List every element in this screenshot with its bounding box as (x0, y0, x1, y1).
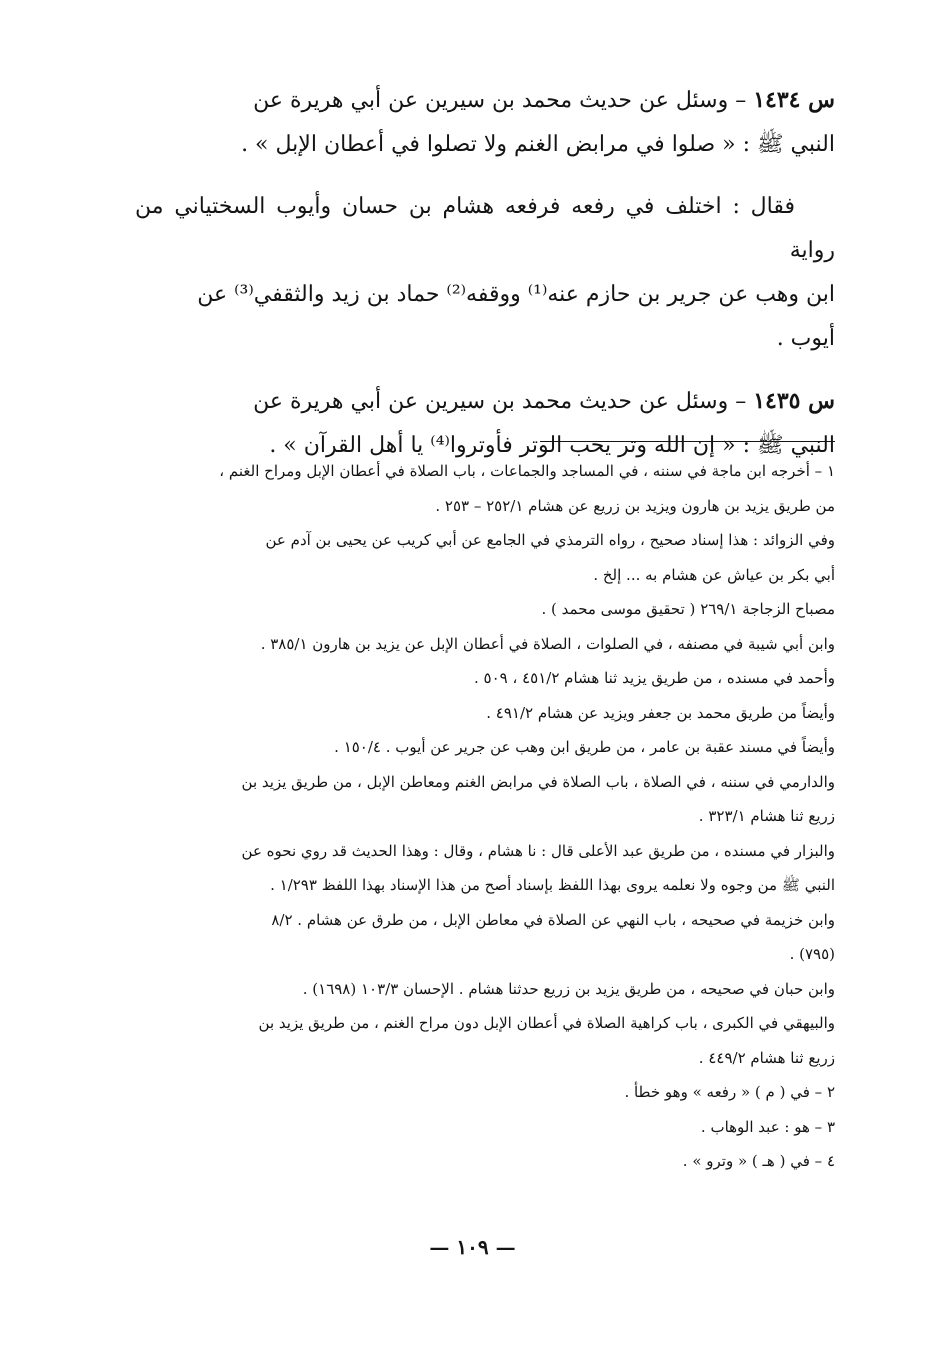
footnote-1-line: وأيضاً في مسند عقبة بن عامر ، من طريق ابن وهب عن جرير عن أيوب . ١٥٠/٤ . (334, 738, 835, 756)
question-1435-text: – وسئل عن حديث محمد بن سيرين عن أبي هريرة عن (253, 389, 747, 414)
page-number: — ١٠٩ — (429, 1235, 516, 1259)
footnote-4: ٤ – في ( هـ ) « وترو » . (682, 1152, 835, 1170)
question-1434-text: – وسئل عن حديث محمد بن سيرين عن أبي هريرة عن (253, 88, 747, 113)
question-number-1435: س ١٤٣٥ (753, 388, 835, 414)
footnote-1-line: زريع ثنا هشام ٤٤٩/٢ . (698, 1048, 835, 1067)
footnote-1-line: ١ – أخرجه ابن ماجة في سننه ، في المساجد والجماعات ، باب الصلاة في أعطان الإبل ومراح الغنم ، (219, 462, 835, 480)
question-1435-line2: النبي ﷺ : « إن الله وتر يحب الوتر فأوتروا⁽⁴⁾ يا أهل القرآن » . (269, 433, 835, 458)
footnote-1-line: والبيهقي في الكبرى ، باب كراهية الصلاة في أعطان الإبل دون مراح الغنم ، من طريق يزيد بن (258, 1014, 835, 1032)
question-1434-line2: النبي ﷺ : « صلوا في مرابض الغنم ولا تصلوا في أعطان الإبل » . (241, 132, 835, 157)
footnote-1-line: والبزار في مسنده ، من طريق عبد الأعلى قال : نا هشام ، وقال : وهذا الحديث قد روي نحوه عن (241, 841, 835, 860)
footnote-3: ٣ – هو : عبد الوهاب . (700, 1117, 835, 1136)
footnote-1-line: وأيضاً من طريق محمد بن جعفر ويزيد عن هشام ٤٩١/٢ . (486, 703, 835, 722)
footnote-1-line: (٧٩٥) . (789, 945, 835, 963)
answer-1434-line2: ابن وهب عن جرير بن حازم عنه⁽¹⁾ ووقفه⁽²⁾ حماد بن زيد والثقفي⁽³⁾ عن (197, 282, 835, 307)
footnote-divider (540, 441, 835, 442)
question-1435-line1 (135, 379, 835, 424)
footnote-1-line: النبي ﷺ من وجوه ولا نعلمه يروى بهذا اللفظ بإسناد أصح من هذا الإسناد بهذا اللفظ ١/٢٩٣ . (270, 876, 835, 894)
question-1434-line1 (135, 78, 835, 123)
answer-1434-line1: فقال : اختلف في رفعه فرفعه هشام بن حسان وأيوب السختياني من رواية (135, 194, 835, 263)
footnote-1-line: وابن حبان في صحيحه ، من طريق يزيد بن زريع حدثنا هشام . الإحسان ١٠٣/٣ (١٦٩٨) . (302, 979, 835, 998)
footnote-1-line: زريع ثنا هشام ٣٢٣/١ . (698, 807, 835, 825)
main-text (135, 78, 835, 468)
footnote-1-line: والدارمي في سننه ، في الصلاة ، باب الصلاة في مرابض الغنم ومعاطن الإبل ، من طريق يزيد بن (241, 772, 835, 791)
footnote-1-line: وأحمد في مسنده ، من طريق يزيد ثنا هشام ٤٥١/٢ ، ٥٠٩ . (474, 669, 835, 687)
footnote-1-line: وابن أبي شيبة في مصنفه ، في الصلوات ، الصلاة في أعطان الإبل عن يزيد بن هارون ٣٨٥/١ . (260, 634, 835, 653)
footnotes (135, 454, 835, 1179)
footnote-1-line: وابن خزيمة في صحيحه ، باب النهي عن الصلاة في معاطن الإبل ، من طرق عن هشام . ٨/٢ (271, 910, 835, 929)
footnote-1-line: أبي بكر بن عياش عن هشام به ... إلخ . (593, 565, 835, 584)
footnote-2: ٢ – في ( م ) « رفعه » وهو خطأ . (624, 1083, 835, 1101)
footnote-1-line: مصباح الزجاجة ٢٦٩/١ ( تحقيق موسى محمد ) . (541, 600, 835, 618)
footnote-1-line: وفي الزوائد : هذا إسناد صحيح ، رواه الترمذي في الجامع عن أبي كريب عن يحيى بن آدم عن (265, 531, 835, 549)
footnote-1-line: من طريق يزيد بن هارون ويزيد بن زريع عن هشام ٢٥٢/١ – ٢٥٣ . (435, 496, 835, 515)
question-number-1434: س ١٤٣٤ (753, 87, 835, 113)
answer-1434-line3: أيوب . (776, 326, 835, 351)
